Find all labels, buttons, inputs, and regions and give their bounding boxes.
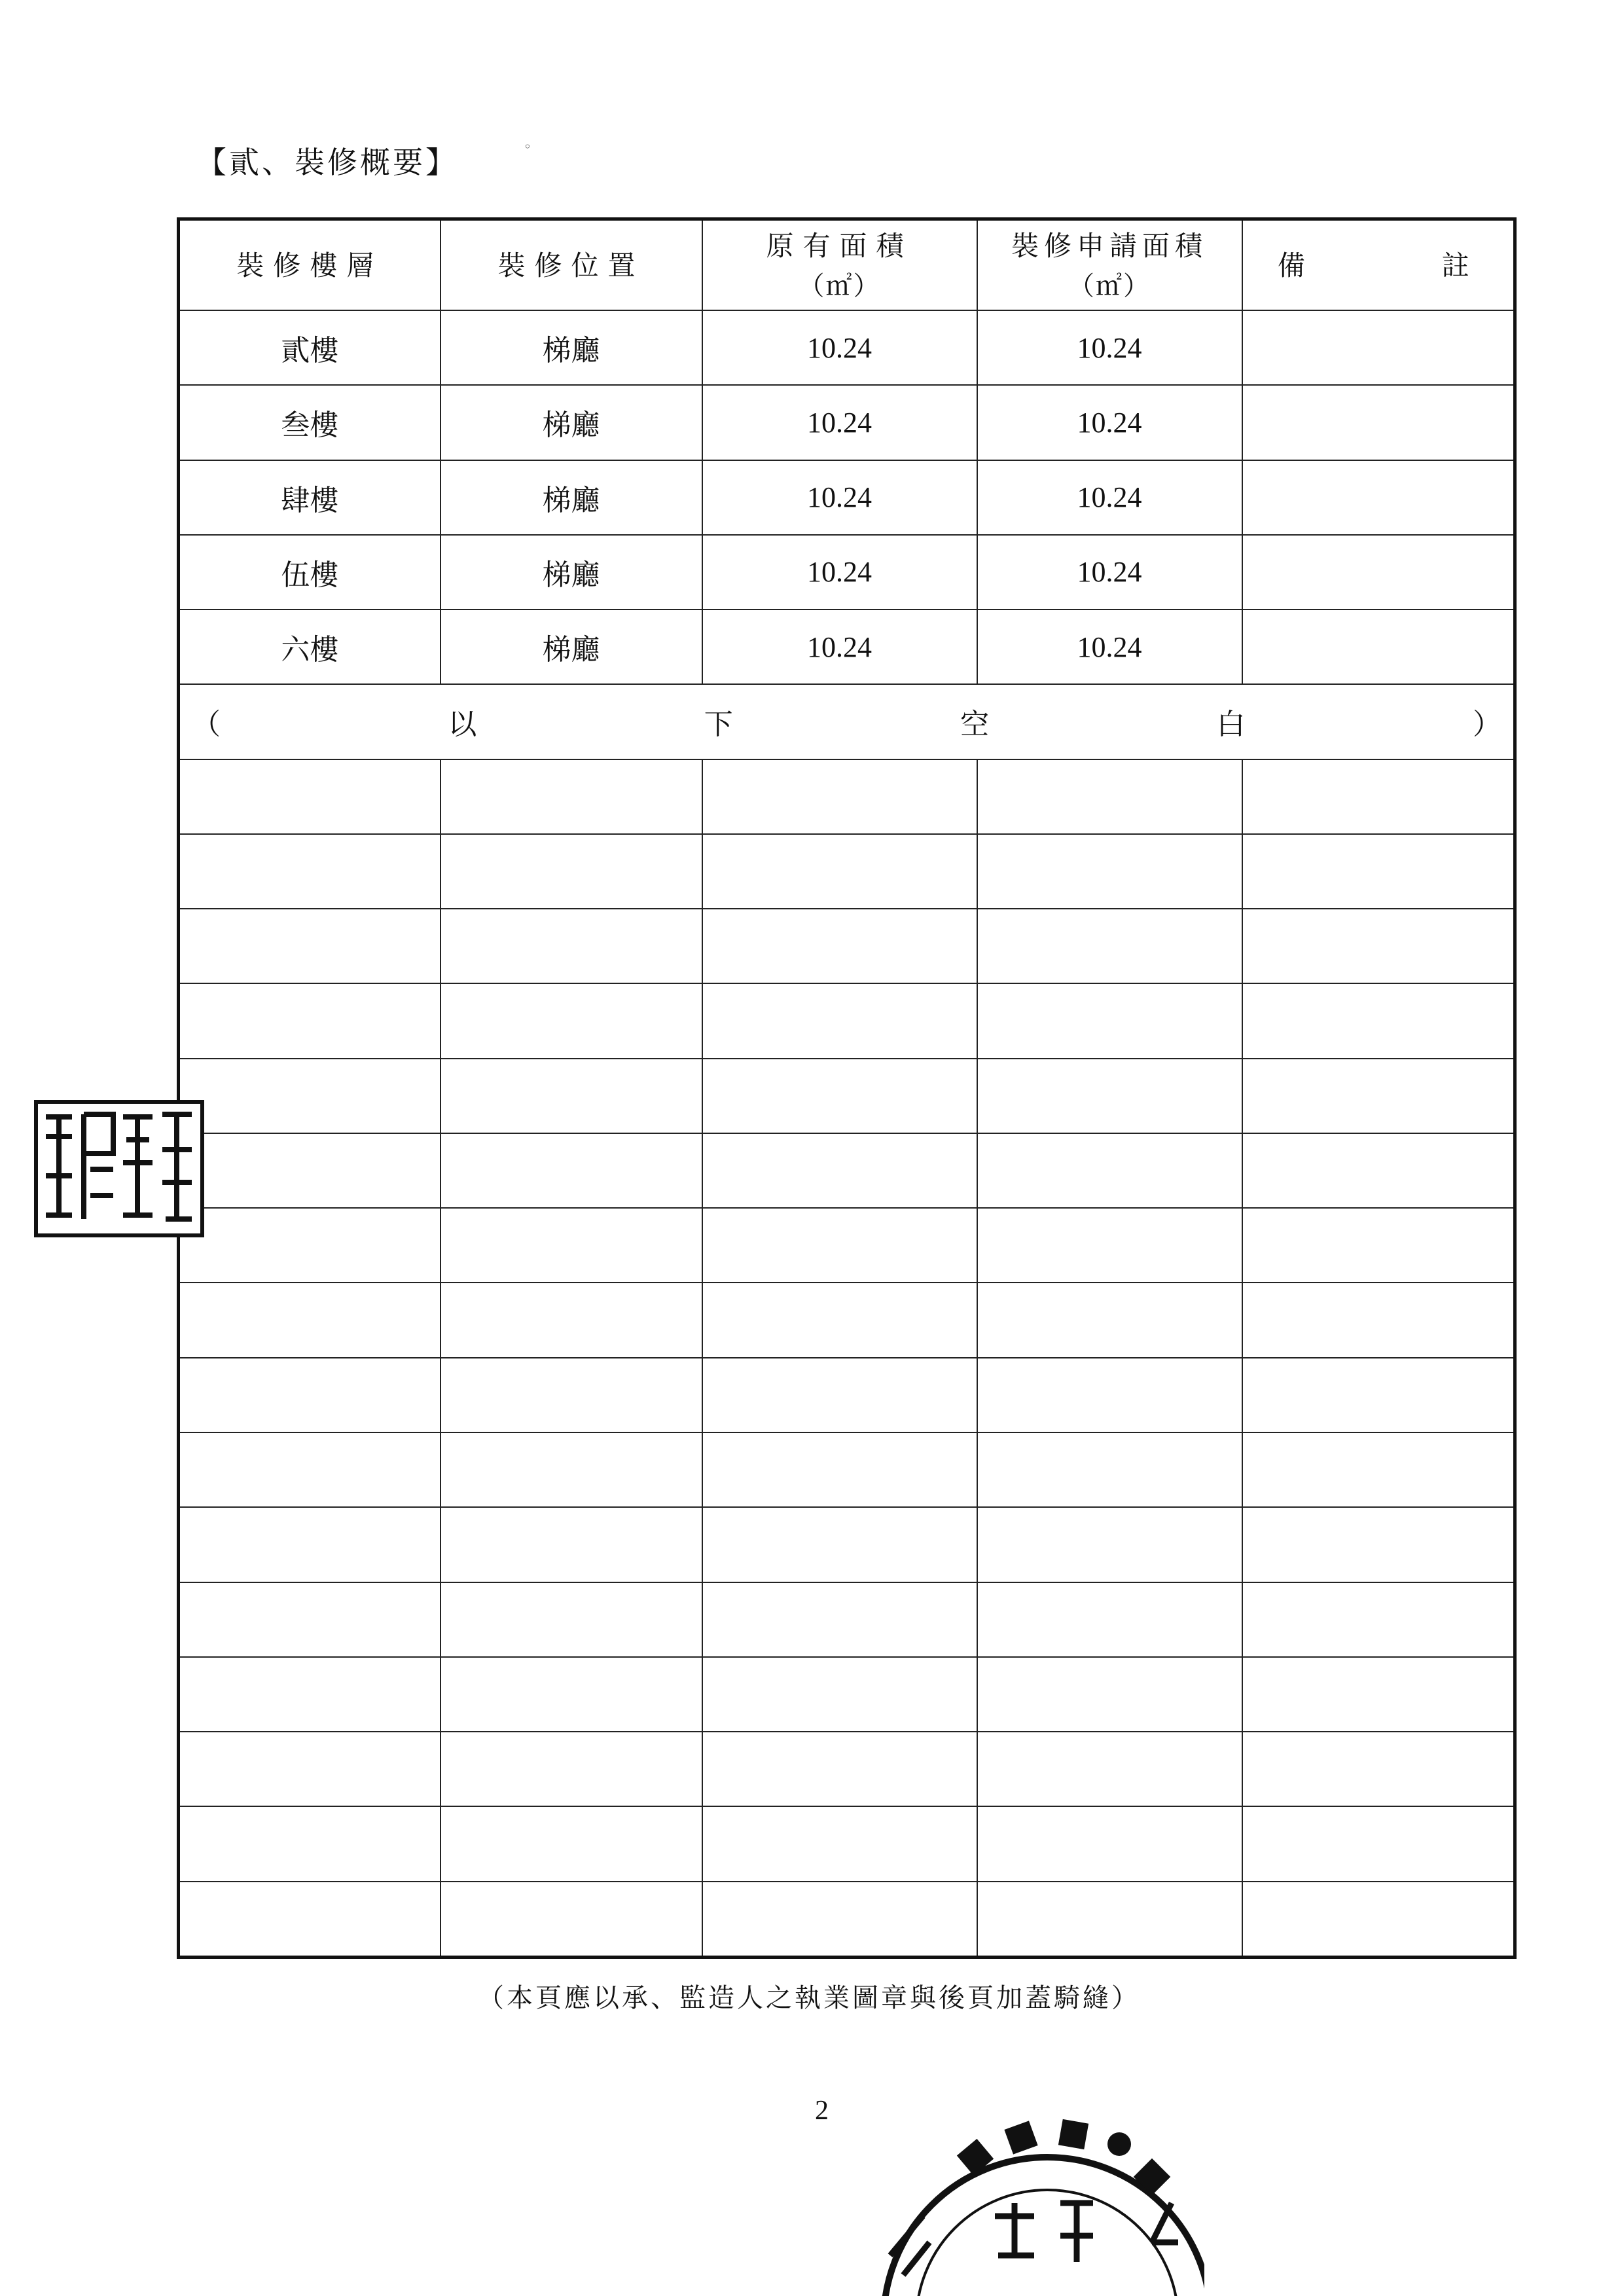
blank-marker-char: 下: [704, 708, 733, 742]
empty-row: [179, 1806, 1515, 1881]
empty-cell: [440, 1806, 702, 1881]
empty-cell: [1242, 1133, 1515, 1208]
header-floor: 裝修樓層: [179, 219, 440, 311]
empty-cell: [179, 1732, 440, 1806]
empty-cell: [1242, 1208, 1515, 1283]
empty-cell: [702, 1283, 977, 1357]
empty-cell: [977, 1507, 1242, 1582]
empty-cell: [1242, 1358, 1515, 1432]
empty-cell: [702, 759, 977, 834]
table-row: [179, 535, 1515, 610]
empty-cell: [440, 983, 702, 1058]
header-location: 裝修位置: [440, 219, 702, 311]
empty-row: [179, 1283, 1515, 1357]
empty-cell: [440, 834, 702, 909]
table-header-row: [179, 219, 1515, 311]
floor-cell: 六樓: [179, 610, 440, 684]
header-applied-area-unit: （㎡）: [1068, 270, 1151, 301]
header-original-area-unit: （㎡）: [798, 270, 881, 301]
table-row: [179, 385, 1515, 460]
empty-cell: [1242, 1582, 1515, 1657]
header-remarks: [1242, 219, 1515, 311]
empty-row: [179, 759, 1515, 834]
renovation-summary-table: [177, 217, 1517, 1959]
empty-cell: [977, 983, 1242, 1058]
empty-cell: [977, 1882, 1242, 1958]
floor-cell: 伍樓: [179, 535, 440, 610]
blank-marker-char: 空: [960, 708, 990, 742]
empty-cell: [702, 909, 977, 983]
remarks-cell: [1242, 610, 1515, 684]
empty-cell: [1242, 1732, 1515, 1806]
empty-cell: [977, 1358, 1242, 1432]
header-remarks-char-1: 備: [1277, 249, 1314, 282]
empty-row: [179, 1432, 1515, 1507]
original-area-cell: 10.24: [702, 610, 977, 684]
empty-cell: [1242, 1657, 1515, 1732]
empty-cell: [977, 1283, 1242, 1357]
empty-cell: [977, 759, 1242, 834]
empty-cell: [179, 983, 440, 1058]
applied-area-cell: 10.24: [977, 535, 1242, 610]
empty-cell: [702, 1432, 977, 1507]
empty-cell: [702, 1059, 977, 1133]
empty-row: [179, 1657, 1515, 1732]
remarks-cell: [1242, 310, 1515, 385]
empty-cell: [440, 1507, 702, 1582]
empty-cell: [440, 1432, 702, 1507]
location-cell: 梯廳: [440, 610, 702, 684]
applied-area-cell: 10.24: [977, 385, 1242, 460]
blank-marker-cell: [179, 684, 1515, 759]
empty-cell: [440, 1283, 702, 1357]
location-cell: 梯廳: [440, 460, 702, 535]
seal-stamp-icon: [34, 1100, 204, 1237]
empty-cell: [1242, 983, 1515, 1058]
empty-cell: [440, 909, 702, 983]
empty-cell: [1242, 834, 1515, 909]
header-original-area-label: 原有面積: [766, 229, 913, 262]
remarks-cell: [1242, 385, 1515, 460]
empty-cell: [977, 834, 1242, 909]
table-row: [179, 460, 1515, 535]
blank-marker-char: 以: [448, 708, 477, 742]
empty-cell: [440, 759, 702, 834]
original-area-cell: 10.24: [702, 385, 977, 460]
empty-cell: [977, 1582, 1242, 1657]
blank-marker-char: 白: [1216, 708, 1246, 742]
empty-cell: [179, 1882, 440, 1958]
applied-area-cell: 10.24: [977, 460, 1242, 535]
location-cell: 梯廳: [440, 385, 702, 460]
header-remarks-char-2: 註: [1441, 249, 1479, 282]
empty-cell: [977, 1133, 1242, 1208]
applied-area-cell: 10.24: [977, 610, 1242, 684]
remarks-cell: [1242, 460, 1515, 535]
empty-cell: [702, 1133, 977, 1208]
empty-cell: [702, 1507, 977, 1582]
location-cell: 梯廳: [440, 310, 702, 385]
empty-cell: [702, 1358, 977, 1432]
empty-cell: [179, 1507, 440, 1582]
empty-row: [179, 983, 1515, 1058]
page-number: 2: [815, 2096, 829, 2126]
empty-cell: [179, 1582, 440, 1657]
floor-cell: 貳樓: [179, 310, 440, 385]
original-area-cell: 10.24: [702, 535, 977, 610]
empty-row: [179, 909, 1515, 983]
floor-cell: 肆樓: [179, 460, 440, 535]
seal-stamp-graphic: [864, 2105, 1204, 2296]
empty-cell: [1242, 1806, 1515, 1881]
seal-stamp-icon: [864, 2105, 1204, 2296]
empty-cell: [1242, 1059, 1515, 1133]
header-original-area: [702, 219, 977, 311]
empty-cell: [977, 909, 1242, 983]
table-row: [179, 610, 1515, 684]
empty-cell: [702, 1582, 977, 1657]
original-area-cell: 10.24: [702, 460, 977, 535]
scan-speck: ◦: [524, 139, 531, 155]
table-row: [179, 310, 1515, 385]
empty-cell: [702, 1657, 977, 1732]
empty-row: [179, 834, 1515, 909]
empty-cell: [977, 1806, 1242, 1881]
empty-cell: [179, 1283, 440, 1357]
empty-cell: [179, 1208, 440, 1283]
empty-cell: [977, 1059, 1242, 1133]
empty-cell: [440, 1882, 702, 1958]
header-applied-area-label: 裝修申請面積: [1011, 229, 1208, 262]
empty-row: [179, 1582, 1515, 1657]
empty-cell: [179, 1806, 440, 1881]
empty-cell: [702, 834, 977, 909]
empty-cell: [179, 1358, 440, 1432]
empty-cell: [1242, 1283, 1515, 1357]
empty-cell: [440, 1657, 702, 1732]
empty-cell: [1242, 759, 1515, 834]
empty-cell: [702, 983, 977, 1058]
empty-cell: [440, 1582, 702, 1657]
empty-row: [179, 1507, 1515, 1582]
empty-row: [179, 1059, 1515, 1133]
blank-marker-close: ）: [1472, 708, 1501, 742]
empty-cell: [1242, 1432, 1515, 1507]
empty-cell: [179, 909, 440, 983]
empty-row: [179, 1732, 1515, 1806]
empty-cell: [702, 1806, 977, 1881]
empty-cell: [440, 1732, 702, 1806]
empty-cell: [179, 1657, 440, 1732]
empty-cell: [440, 1208, 702, 1283]
empty-row: [179, 1133, 1515, 1208]
empty-cell: [1242, 909, 1515, 983]
empty-cell: [440, 1059, 702, 1133]
location-cell: 梯廳: [440, 535, 702, 610]
empty-cell: [977, 1208, 1242, 1283]
blank-marker-open: （: [192, 708, 221, 742]
empty-cell: [1242, 1507, 1515, 1582]
empty-cell: [702, 1732, 977, 1806]
empty-cell: [1242, 1882, 1515, 1958]
empty-row: [179, 1358, 1515, 1432]
empty-cell: [179, 759, 440, 834]
header-applied-area: [977, 219, 1242, 311]
remarks-cell: [1242, 535, 1515, 610]
empty-row: [179, 1882, 1515, 1958]
empty-cell: [440, 1133, 702, 1208]
empty-cell: [702, 1882, 977, 1958]
applied-area-cell: 10.24: [977, 310, 1242, 385]
empty-cell: [179, 834, 440, 909]
floor-cell: 叁樓: [179, 385, 440, 460]
empty-cell: [440, 1358, 702, 1432]
empty-cell: [179, 1059, 440, 1133]
blank-marker-row: [179, 684, 1515, 759]
original-area-cell: 10.24: [702, 310, 977, 385]
empty-cell: [702, 1208, 977, 1283]
empty-cell: [977, 1732, 1242, 1806]
empty-cell: [977, 1657, 1242, 1732]
empty-cell: [977, 1432, 1242, 1507]
empty-cell: [179, 1133, 440, 1208]
empty-row: [179, 1208, 1515, 1283]
seal-stamp-graphic: [38, 1104, 200, 1233]
empty-cell: [179, 1432, 440, 1507]
section-title: 【貳、裝修概要】: [196, 145, 458, 180]
page-footnote: （本頁應以承、監造人之執業圖章與後頁加蓋騎縫）: [478, 1983, 1140, 2013]
